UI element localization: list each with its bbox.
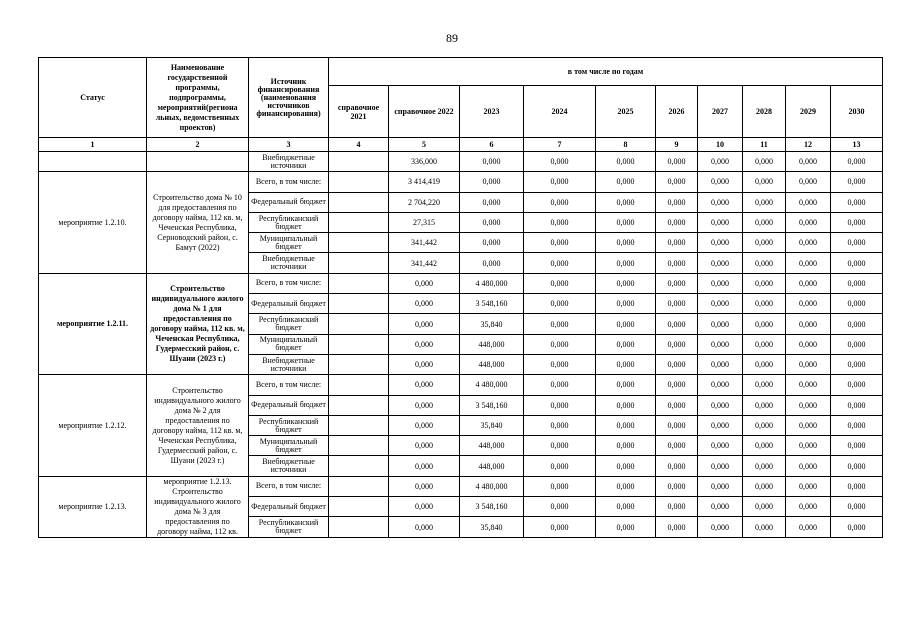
value-cell: 0,000 xyxy=(831,476,883,496)
value-cell: 0,000 xyxy=(786,375,831,395)
table-row xyxy=(39,476,883,496)
value-cell: 0,000 xyxy=(698,354,743,374)
value-cell: 0,000 xyxy=(831,375,883,395)
value-cell: 0,000 xyxy=(831,415,883,435)
value-cell: 4 480,000 xyxy=(460,375,524,395)
value-cell xyxy=(329,395,389,415)
value-cell: 0,000 xyxy=(786,497,831,517)
value-cell: 0,000 xyxy=(656,212,698,232)
funding-source-cell: Муниципальный бюджет xyxy=(249,233,329,253)
value-cell: 0,000 xyxy=(831,334,883,354)
value-cell: 0,000 xyxy=(596,456,656,476)
value-cell xyxy=(329,152,389,172)
value-cell: 0,000 xyxy=(656,314,698,334)
funding-source-cell: Внебюджетные источники xyxy=(249,456,329,476)
value-cell: 448,000 xyxy=(460,334,524,354)
value-cell: 0,000 xyxy=(698,212,743,232)
value-cell xyxy=(329,172,389,192)
value-cell: 0,000 xyxy=(524,172,596,192)
value-cell: 0,000 xyxy=(524,334,596,354)
funding-source-cell: Всего, в том числе: xyxy=(249,476,329,496)
column-number: 11 xyxy=(743,138,786,152)
header-source: Источник финансирования (наименования источников финансирования) xyxy=(249,58,329,138)
value-cell: 0,000 xyxy=(698,436,743,456)
value-cell: 0,000 xyxy=(786,415,831,435)
value-cell: 0,000 xyxy=(596,233,656,253)
value-cell: 0,000 xyxy=(524,273,596,293)
value-cell: 0,000 xyxy=(743,497,786,517)
value-cell: 0,000 xyxy=(831,192,883,212)
page-number: 89 xyxy=(446,31,458,45)
funding-source-cell: Республиканский бюджет xyxy=(249,415,329,435)
value-cell: 0,000 xyxy=(743,233,786,253)
value-cell: 3 548,160 xyxy=(460,497,524,517)
measure-name-cell: Строительство индивидуального жилого дома № 1 для предоставления по договору найма, 112 кв. м, Чеченская Республика, Гудермесский район, с. Шуани (2023 г.) xyxy=(147,273,249,374)
value-cell: 0,000 xyxy=(698,476,743,496)
value-cell: 0,000 xyxy=(698,172,743,192)
value-cell xyxy=(329,456,389,476)
value-cell: 0,000 xyxy=(389,395,460,415)
status-cell: мероприятие 1.2.12. xyxy=(39,375,147,476)
value-cell: 0,000 xyxy=(596,517,656,537)
value-cell: 0,000 xyxy=(743,476,786,496)
column-numbers-row xyxy=(39,138,883,152)
value-cell: 0,000 xyxy=(786,314,831,334)
value-cell: 0,000 xyxy=(596,476,656,496)
budget-table xyxy=(38,57,883,538)
value-cell: 0,000 xyxy=(743,395,786,415)
funding-source-cell: Республиканский бюджет xyxy=(249,517,329,537)
value-cell: 0,000 xyxy=(743,212,786,232)
header-status: Статус xyxy=(39,58,147,138)
funding-source-cell: Федеральный бюджет xyxy=(249,395,329,415)
header-year: 2028 xyxy=(743,86,786,138)
measure-name-cell: мероприятие 1.2.13. Строительство индивидуального жилого дома № 3 для предоставления по договору найма, 112 кв. xyxy=(147,476,249,537)
value-cell: 0,000 xyxy=(596,314,656,334)
header-name: Наименование государственной программы, подпрограммы, мероприятий(региона льных, ведомственных проектов) xyxy=(147,58,249,138)
value-cell: 0,000 xyxy=(698,395,743,415)
value-cell: 0,000 xyxy=(786,253,831,273)
value-cell: 0,000 xyxy=(524,253,596,273)
value-cell: 0,000 xyxy=(698,517,743,537)
value-cell: 0,000 xyxy=(656,415,698,435)
funding-source-cell: Республиканский бюджет xyxy=(249,212,329,232)
value-cell xyxy=(329,476,389,496)
value-cell: 35,840 xyxy=(460,415,524,435)
value-cell: 0,000 xyxy=(596,415,656,435)
value-cell: 0,000 xyxy=(786,152,831,172)
value-cell xyxy=(329,273,389,293)
value-cell: 0,000 xyxy=(389,436,460,456)
value-cell: 0,000 xyxy=(831,172,883,192)
status-cell: мероприятие 1.2.13. xyxy=(39,476,147,537)
value-cell: 2 704,220 xyxy=(389,192,460,212)
value-cell: 0,000 xyxy=(831,314,883,334)
column-number: 5 xyxy=(389,138,460,152)
header-year: справочное 2021 xyxy=(329,86,389,138)
value-cell: 0,000 xyxy=(698,233,743,253)
value-cell: 0,000 xyxy=(743,415,786,435)
value-cell: 0,000 xyxy=(786,476,831,496)
funding-source-cell: Всего, в том числе: xyxy=(249,273,329,293)
header-year: 2024 xyxy=(524,86,596,138)
value-cell: 0,000 xyxy=(831,456,883,476)
column-number: 13 xyxy=(831,138,883,152)
column-number: 6 xyxy=(460,138,524,152)
value-cell: 0,000 xyxy=(524,456,596,476)
value-cell: 0,000 xyxy=(389,456,460,476)
value-cell xyxy=(329,334,389,354)
value-cell: 0,000 xyxy=(524,152,596,172)
column-number: 10 xyxy=(698,138,743,152)
value-cell: 0,000 xyxy=(524,476,596,496)
value-cell: 0,000 xyxy=(743,294,786,314)
value-cell xyxy=(329,415,389,435)
column-number: 12 xyxy=(786,138,831,152)
header-year: 2025 xyxy=(596,86,656,138)
value-cell: 0,000 xyxy=(389,375,460,395)
value-cell: 0,000 xyxy=(831,294,883,314)
value-cell: 448,000 xyxy=(460,354,524,374)
value-cell: 0,000 xyxy=(656,294,698,314)
value-cell: 0,000 xyxy=(698,456,743,476)
value-cell: 0,000 xyxy=(743,314,786,334)
table-row xyxy=(39,152,883,172)
value-cell xyxy=(329,212,389,232)
value-cell: 0,000 xyxy=(524,294,596,314)
value-cell: 0,000 xyxy=(831,517,883,537)
value-cell: 0,000 xyxy=(524,314,596,334)
value-cell: 0,000 xyxy=(389,273,460,293)
value-cell: 0,000 xyxy=(596,172,656,192)
column-number: 9 xyxy=(656,138,698,152)
value-cell xyxy=(329,497,389,517)
header-year: 2029 xyxy=(786,86,831,138)
value-cell: 0,000 xyxy=(524,436,596,456)
value-cell: 0,000 xyxy=(524,395,596,415)
header-year: 2026 xyxy=(656,86,698,138)
funding-source-cell: Всего, в том числе: xyxy=(249,375,329,395)
value-cell: 0,000 xyxy=(596,273,656,293)
value-cell xyxy=(329,517,389,537)
funding-source-cell: Внебюджетные источники xyxy=(249,354,329,374)
value-cell: 0,000 xyxy=(596,152,656,172)
value-cell: 0,000 xyxy=(524,212,596,232)
value-cell: 0,000 xyxy=(786,456,831,476)
value-cell: 0,000 xyxy=(460,212,524,232)
value-cell: 0,000 xyxy=(656,172,698,192)
value-cell: 0,000 xyxy=(698,294,743,314)
value-cell: 0,000 xyxy=(656,273,698,293)
table-body xyxy=(39,58,883,538)
value-cell: 0,000 xyxy=(743,456,786,476)
value-cell: 3 548,160 xyxy=(460,294,524,314)
value-cell: 0,000 xyxy=(596,212,656,232)
value-cell xyxy=(329,294,389,314)
funding-source-cell: Внебюджетные источники xyxy=(249,253,329,273)
value-cell: 0,000 xyxy=(786,212,831,232)
value-cell: 0,000 xyxy=(743,192,786,212)
value-cell: 0,000 xyxy=(596,375,656,395)
value-cell: 0,000 xyxy=(524,517,596,537)
value-cell: 0,000 xyxy=(743,253,786,273)
value-cell: 0,000 xyxy=(524,375,596,395)
value-cell: 0,000 xyxy=(460,233,524,253)
value-cell: 0,000 xyxy=(698,192,743,212)
header-year: 2027 xyxy=(698,86,743,138)
value-cell: 0,000 xyxy=(786,354,831,374)
value-cell: 0,000 xyxy=(698,497,743,517)
header-year: 2030 xyxy=(831,86,883,138)
value-cell: 0,000 xyxy=(389,334,460,354)
value-cell: 0,000 xyxy=(460,253,524,273)
value-cell: 0,000 xyxy=(656,476,698,496)
value-cell: 0,000 xyxy=(524,415,596,435)
value-cell: 0,000 xyxy=(389,476,460,496)
table-row xyxy=(39,273,883,293)
value-cell: 0,000 xyxy=(698,253,743,273)
value-cell: 0,000 xyxy=(596,436,656,456)
header-year: справочное 2022 xyxy=(389,86,460,138)
column-number: 7 xyxy=(524,138,596,152)
header-row-top xyxy=(39,58,883,86)
value-cell: 341,442 xyxy=(389,233,460,253)
value-cell: 0,000 xyxy=(831,395,883,415)
value-cell: 27,315 xyxy=(389,212,460,232)
value-cell: 0,000 xyxy=(524,497,596,517)
value-cell: 0,000 xyxy=(460,192,524,212)
value-cell xyxy=(329,354,389,374)
value-cell: 0,000 xyxy=(389,517,460,537)
value-cell: 0,000 xyxy=(786,436,831,456)
measure-name-cell: Строительство индивидуального жилого дома № 2 для предоставления по договору найма, 112 кв. м, Чеченская Республика, Гудермесский район, с. Шуани (2023 г.) xyxy=(147,375,249,476)
value-cell: 0,000 xyxy=(698,415,743,435)
measure-name-cell: Строительство дома № 10 для предоставления по договору найма, 112 кв. м, Чеченская Республика, Серноводский район, с. Бамут (2022) xyxy=(147,172,249,273)
value-cell: 0,000 xyxy=(656,192,698,212)
value-cell: 0,000 xyxy=(698,334,743,354)
value-cell: 0,000 xyxy=(743,334,786,354)
value-cell: 448,000 xyxy=(460,456,524,476)
value-cell: 0,000 xyxy=(656,233,698,253)
value-cell: 0,000 xyxy=(786,192,831,212)
funding-source-cell: Внебюджетные источники xyxy=(249,152,329,172)
value-cell: 0,000 xyxy=(389,354,460,374)
funding-source-cell: Федеральный бюджет xyxy=(249,192,329,212)
value-cell xyxy=(329,436,389,456)
table-row xyxy=(39,172,883,192)
value-cell: 0,000 xyxy=(460,172,524,192)
value-cell: 0,000 xyxy=(831,354,883,374)
value-cell: 0,000 xyxy=(743,517,786,537)
value-cell: 0,000 xyxy=(596,395,656,415)
funding-source-cell: Федеральный бюджет xyxy=(249,294,329,314)
value-cell: 0,000 xyxy=(389,294,460,314)
value-cell: 35,840 xyxy=(460,517,524,537)
value-cell: 0,000 xyxy=(596,253,656,273)
funding-source-cell: Республиканский бюджет xyxy=(249,314,329,334)
value-cell: 0,000 xyxy=(743,354,786,374)
value-cell: 0,000 xyxy=(656,436,698,456)
value-cell: 0,000 xyxy=(656,456,698,476)
value-cell: 0,000 xyxy=(656,354,698,374)
value-cell: 336,000 xyxy=(389,152,460,172)
funding-source-cell: Муниципальный бюджет xyxy=(249,436,329,456)
value-cell: 0,000 xyxy=(831,273,883,293)
value-cell: 4 480,000 xyxy=(460,273,524,293)
header-year: 2023 xyxy=(460,86,524,138)
value-cell: 4 480,000 xyxy=(460,476,524,496)
value-cell: 0,000 xyxy=(831,152,883,172)
status-cell: мероприятие 1.2.11. xyxy=(39,273,147,374)
table-row xyxy=(39,375,883,395)
value-cell: 0,000 xyxy=(656,253,698,273)
value-cell: 0,000 xyxy=(743,172,786,192)
value-cell: 0,000 xyxy=(831,436,883,456)
value-cell: 0,000 xyxy=(786,395,831,415)
value-cell: 0,000 xyxy=(656,395,698,415)
value-cell: 0,000 xyxy=(389,497,460,517)
value-cell: 0,000 xyxy=(786,273,831,293)
value-cell: 0,000 xyxy=(743,152,786,172)
value-cell: 0,000 xyxy=(656,497,698,517)
value-cell: 0,000 xyxy=(698,152,743,172)
column-number: 3 xyxy=(249,138,329,152)
value-cell: 0,000 xyxy=(656,517,698,537)
value-cell: 0,000 xyxy=(743,375,786,395)
value-cell: 0,000 xyxy=(831,497,883,517)
value-cell: 0,000 xyxy=(743,273,786,293)
value-cell: 0,000 xyxy=(596,334,656,354)
value-cell: 0,000 xyxy=(786,233,831,253)
column-number: 4 xyxy=(329,138,389,152)
header-years-group: в том числе по годам xyxy=(329,58,883,86)
value-cell: 0,000 xyxy=(596,354,656,374)
value-cell: 0,000 xyxy=(596,192,656,212)
value-cell: 0,000 xyxy=(656,334,698,354)
value-cell: 0,000 xyxy=(786,517,831,537)
measure-name-cell xyxy=(147,152,249,172)
value-cell: 3 414,419 xyxy=(389,172,460,192)
column-number: 2 xyxy=(147,138,249,152)
value-cell: 0,000 xyxy=(524,354,596,374)
value-cell: 0,000 xyxy=(596,294,656,314)
value-cell: 0,000 xyxy=(831,253,883,273)
value-cell: 0,000 xyxy=(698,314,743,334)
status-cell xyxy=(39,152,147,172)
value-cell: 0,000 xyxy=(786,334,831,354)
funding-source-cell: Всего, в том числе: xyxy=(249,172,329,192)
funding-source-cell: Федеральный бюджет xyxy=(249,497,329,517)
value-cell xyxy=(329,192,389,212)
value-cell xyxy=(329,233,389,253)
funding-source-cell: Муниципальный бюджет xyxy=(249,334,329,354)
value-cell: 0,000 xyxy=(831,212,883,232)
value-cell: 0,000 xyxy=(524,233,596,253)
value-cell: 0,000 xyxy=(831,233,883,253)
value-cell: 0,000 xyxy=(656,152,698,172)
value-cell: 0,000 xyxy=(786,172,831,192)
column-number: 8 xyxy=(596,138,656,152)
value-cell: 0,000 xyxy=(460,152,524,172)
value-cell: 0,000 xyxy=(698,273,743,293)
value-cell: 448,000 xyxy=(460,436,524,456)
value-cell: 0,000 xyxy=(389,415,460,435)
value-cell: 341,442 xyxy=(389,253,460,273)
value-cell xyxy=(329,375,389,395)
value-cell: 0,000 xyxy=(389,314,460,334)
value-cell xyxy=(329,314,389,334)
value-cell: 3 548,160 xyxy=(460,395,524,415)
value-cell: 0,000 xyxy=(743,436,786,456)
value-cell: 0,000 xyxy=(786,294,831,314)
value-cell: 0,000 xyxy=(656,375,698,395)
value-cell xyxy=(329,253,389,273)
value-cell: 0,000 xyxy=(524,192,596,212)
value-cell: 0,000 xyxy=(596,497,656,517)
column-number: 1 xyxy=(39,138,147,152)
value-cell: 35,840 xyxy=(460,314,524,334)
value-cell: 0,000 xyxy=(698,375,743,395)
status-cell: мероприятие 1.2.10. xyxy=(39,172,147,273)
